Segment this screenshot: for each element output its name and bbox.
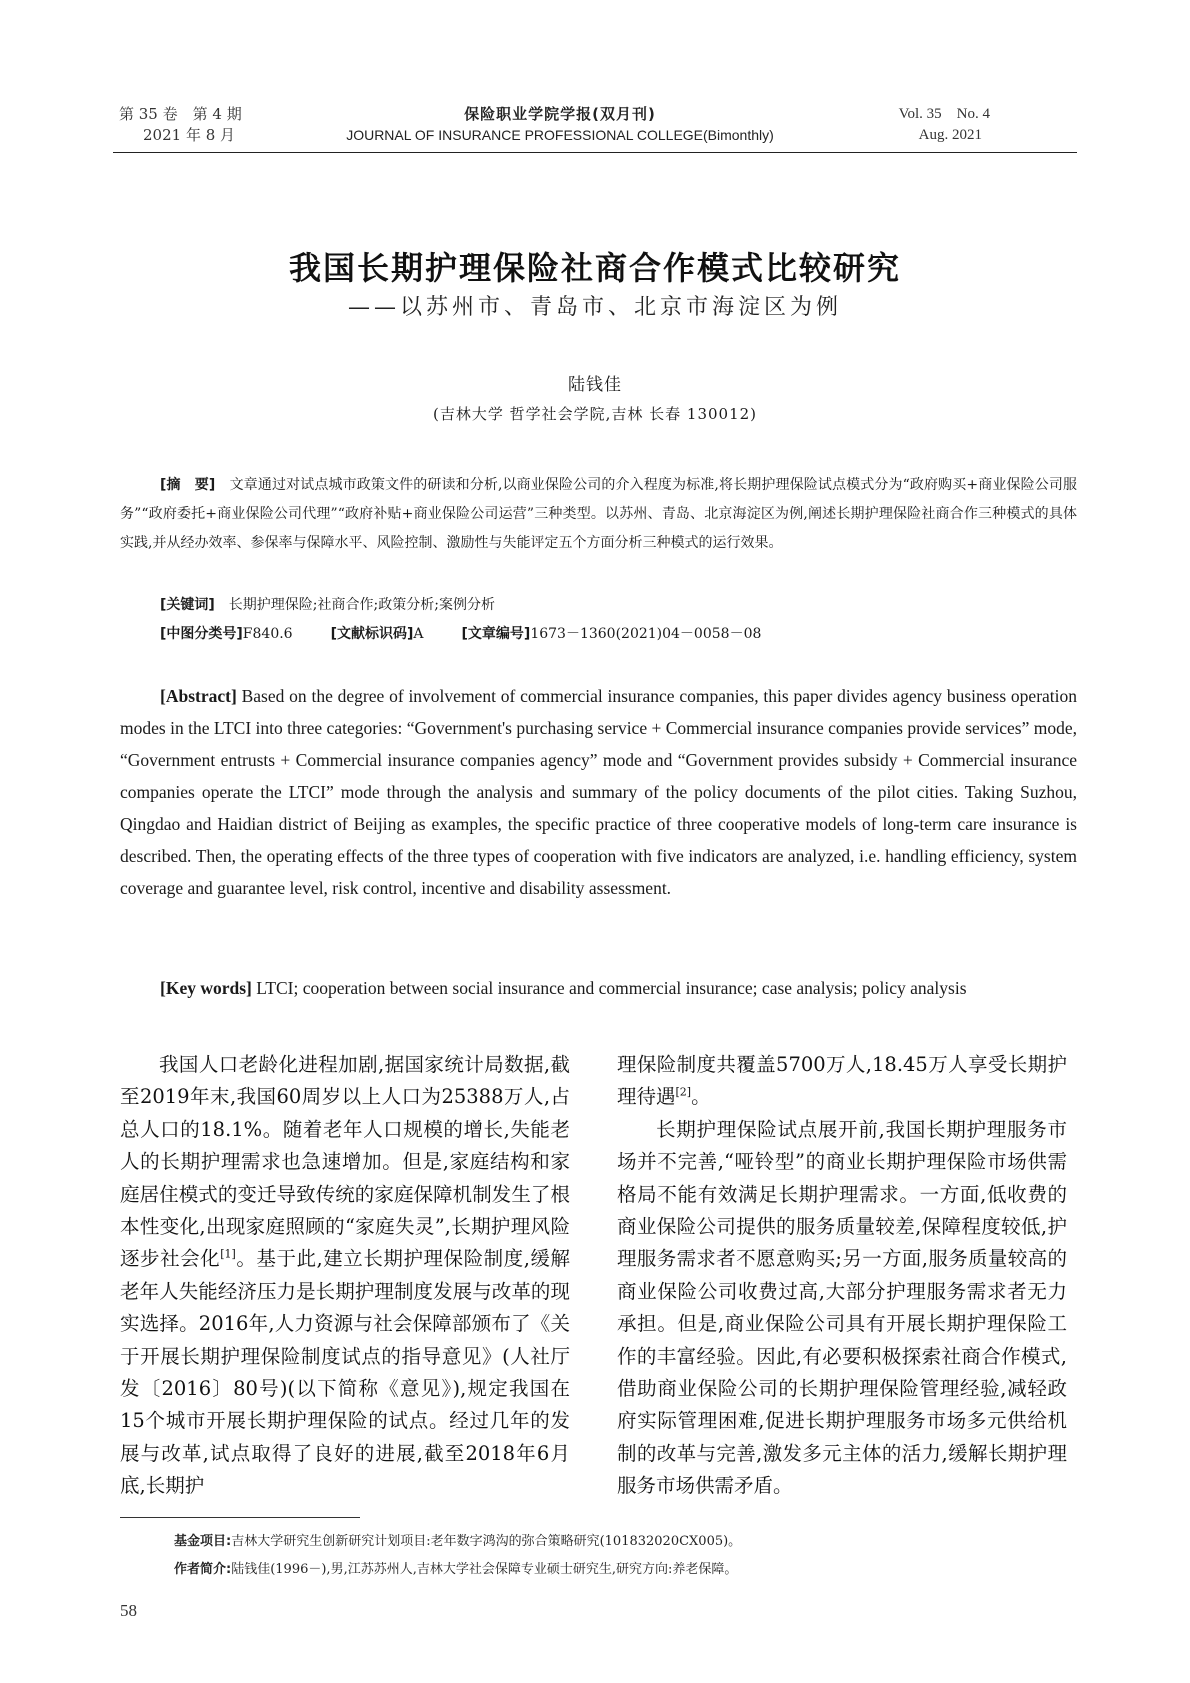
fund-text: 吉林大学研究生创新研究计划项目:老年数字鸿沟的弥合策略研究(101832020CX005)。 (231, 1534, 742, 1549)
article-title: 我国长期护理保险社商合作模式比较研究 (288, 249, 901, 287)
footnote-rule (120, 1517, 360, 1518)
abstract-cn (120, 471, 1077, 558)
header-journal-name (300, 104, 820, 145)
fund-label: 基金项目: (174, 1534, 232, 1549)
body-column-left (120, 1049, 570, 1503)
author-bio-text: 陆钱佳(1996－),男,江苏苏州人,吉林大学社会保障专业硕士研究生,研究方向:养老保障。 (231, 1562, 738, 1577)
body-text: 理保险制度共覆盖5700万人,18.45万人享受长期护理待遇 (617, 1053, 1067, 1109)
doc-code-label: [文献标识码] (330, 626, 414, 642)
body-text: 我国人口老龄化进程加剧,据国家统计局数据,截至2019年末,我国60周岁以上人口为25388万人,占总人口的18.1%。随着老年人口规模的增长,失能老人的长期护理需求也急速增加。但是,家庭结构和家庭居住模式的变迁导致传统的家庭保障机制发生了根本性变化,出现家庭照顾的“家庭失灵”,长期护理风险逐步社会化 (120, 1053, 570, 1271)
keywords-en-label: [Key words] (160, 978, 252, 998)
body-paragraph (120, 1049, 570, 1503)
keywords-cn (160, 591, 495, 620)
footnote-author (174, 1560, 737, 1580)
header-vol-issue-en: Vol. 35 No. 4 (898, 106, 990, 122)
article-no-value: 1673－1360(2021)04－0058－08 (530, 626, 762, 642)
abstract-cn-text: 文章通过对试点城市政策文件的研读和分析,以商业保险公司的介入程度为标准,将长期护理保险试点模式分为“政府购买+商业保险公司服务”“政府委托+商业保险公司代理”“政府补贴+商业保险公司运营”三种类型。以苏州、青岛、北京海淀区为例,阐述长期护理保险社商合作三种模式的具体实践,并从经办效率、参保率与保障水平、风险控制、激励性与失能评定五个方面分析三种模式的运行效果。 (120, 477, 1078, 551)
footnote-fund (174, 1532, 741, 1552)
article-no-label: [文章编号] (461, 626, 531, 642)
abstract-en (120, 680, 1077, 904)
keywords-en-text: LTCI; cooperation between social insurance and commercial insurance; case analysis; policy analysis (256, 978, 967, 998)
abstract-en-label: [Abstract] (160, 686, 237, 706)
abstract-en-text: Based on the degree of involvement of commercial insurance companies, this paper divides agency business operation modes in the LTCI into three categories: “Government's purchasing service + Commercial insurance companies provide services” mode, “Government entrusts + Commercial insurance companies agency” mode and “Government provides subsidy + Commercial insurance companies operate the LTCI” mode through the analysis and summary of the policy documents of the pilot cities. Taking Suzhou, Qingdao and Haidian district of Beijing as examples, the specific practice of three cooperative models of long-term care insurance is described. Then, the operating effects of the three types of cooperation with five indicators are analyzed, i.e. handling efficiency, system coverage and guarantee level, risk control, incentive and disability assessment. (120, 686, 1078, 898)
citation-ref[interactable]: [2] (675, 1085, 692, 1099)
article-subtitle: ——以苏州市、青岛市、北京市海淀区为例 (347, 295, 842, 320)
body-text: 。 (691, 1085, 711, 1109)
body-column-right (617, 1049, 1067, 1503)
keywords-en (120, 972, 1077, 1004)
body-paragraph (617, 1049, 1067, 1114)
journal-name-cn: 保险职业学院学报(双月刊) (464, 105, 656, 123)
abstract-cn-label: [摘 要] (160, 477, 216, 493)
author-affiliation: (吉林大学 哲学社会学院,吉林 长春 130012) (432, 405, 758, 423)
header-vol-issue: 第 35 卷 第 4 期 (119, 105, 242, 123)
header-volume-issue-en (899, 104, 990, 146)
header-volume-issue-cn (119, 104, 242, 146)
clc-value: F840.6 (242, 626, 293, 642)
header-rule (113, 152, 1077, 153)
doc-code-value: A (413, 626, 424, 642)
author-name: 陆钱佳 (568, 375, 622, 395)
keywords-cn-text: 长期护理保险;社商合作;政策分析;案例分析 (228, 597, 495, 613)
body-paragraph: 长期护理保险试点展开前,我国长期护理服务市场并不完善,“哑铃型”的商业长期护理保险市场供需格局不能有效满足长期护理需求。一方面,低收费的商业保险公司提供的服务质量较差,保障程度较低,护理服务需求者不愿意购买;另一方面,服务质量较高的商业保险公司收费过高,大部分护理服务需求者无力承担。但是,商业保险公司具有开展长期护理保险工作的丰富经验。因此,有必要积极探索社商合作模式,借助商业保险公司的长期护理保险管理经验,减轻政府实际管理困难,促进长期护理服务市场多元供给机制的改革与完善,激发多元主体的活力,缓解长期护理服务市场供需矛盾。 (617, 1117, 1067, 1498)
author-bio-label: 作者简介: (174, 1562, 232, 1577)
body-text: 。基于此,建立长期护理保险制度,缓解老年人失能经济压力是长期护理制度发展与改革的现实选择。2016年,人力资源与社会保障部颁布了《关于开展长期护理保险制度试点的指导意见》(人社厅发〔2016〕80号)(以下简称《意见》),规定我国在15个城市开展长期护理保险的试点。经过几年的发展与改革,试点取得了良好的进展,截至2018年6月底,长期护 (120, 1247, 570, 1498)
header-date-cn: 2021 年 8 月 (143, 126, 236, 144)
clc-label: [中图分类号] (160, 626, 243, 642)
keywords-cn-label: [关键词] (160, 597, 215, 613)
header-date-en: Aug. 2021 (918, 127, 982, 143)
journal-name-en: JOURNAL OF INSURANCE PROFESSIONAL COLLEGE(Bimonthly) (346, 127, 774, 143)
citation-ref[interactable]: [1] (220, 1247, 236, 1261)
page-number: 58 (120, 1601, 137, 1620)
classification-line (160, 620, 761, 649)
